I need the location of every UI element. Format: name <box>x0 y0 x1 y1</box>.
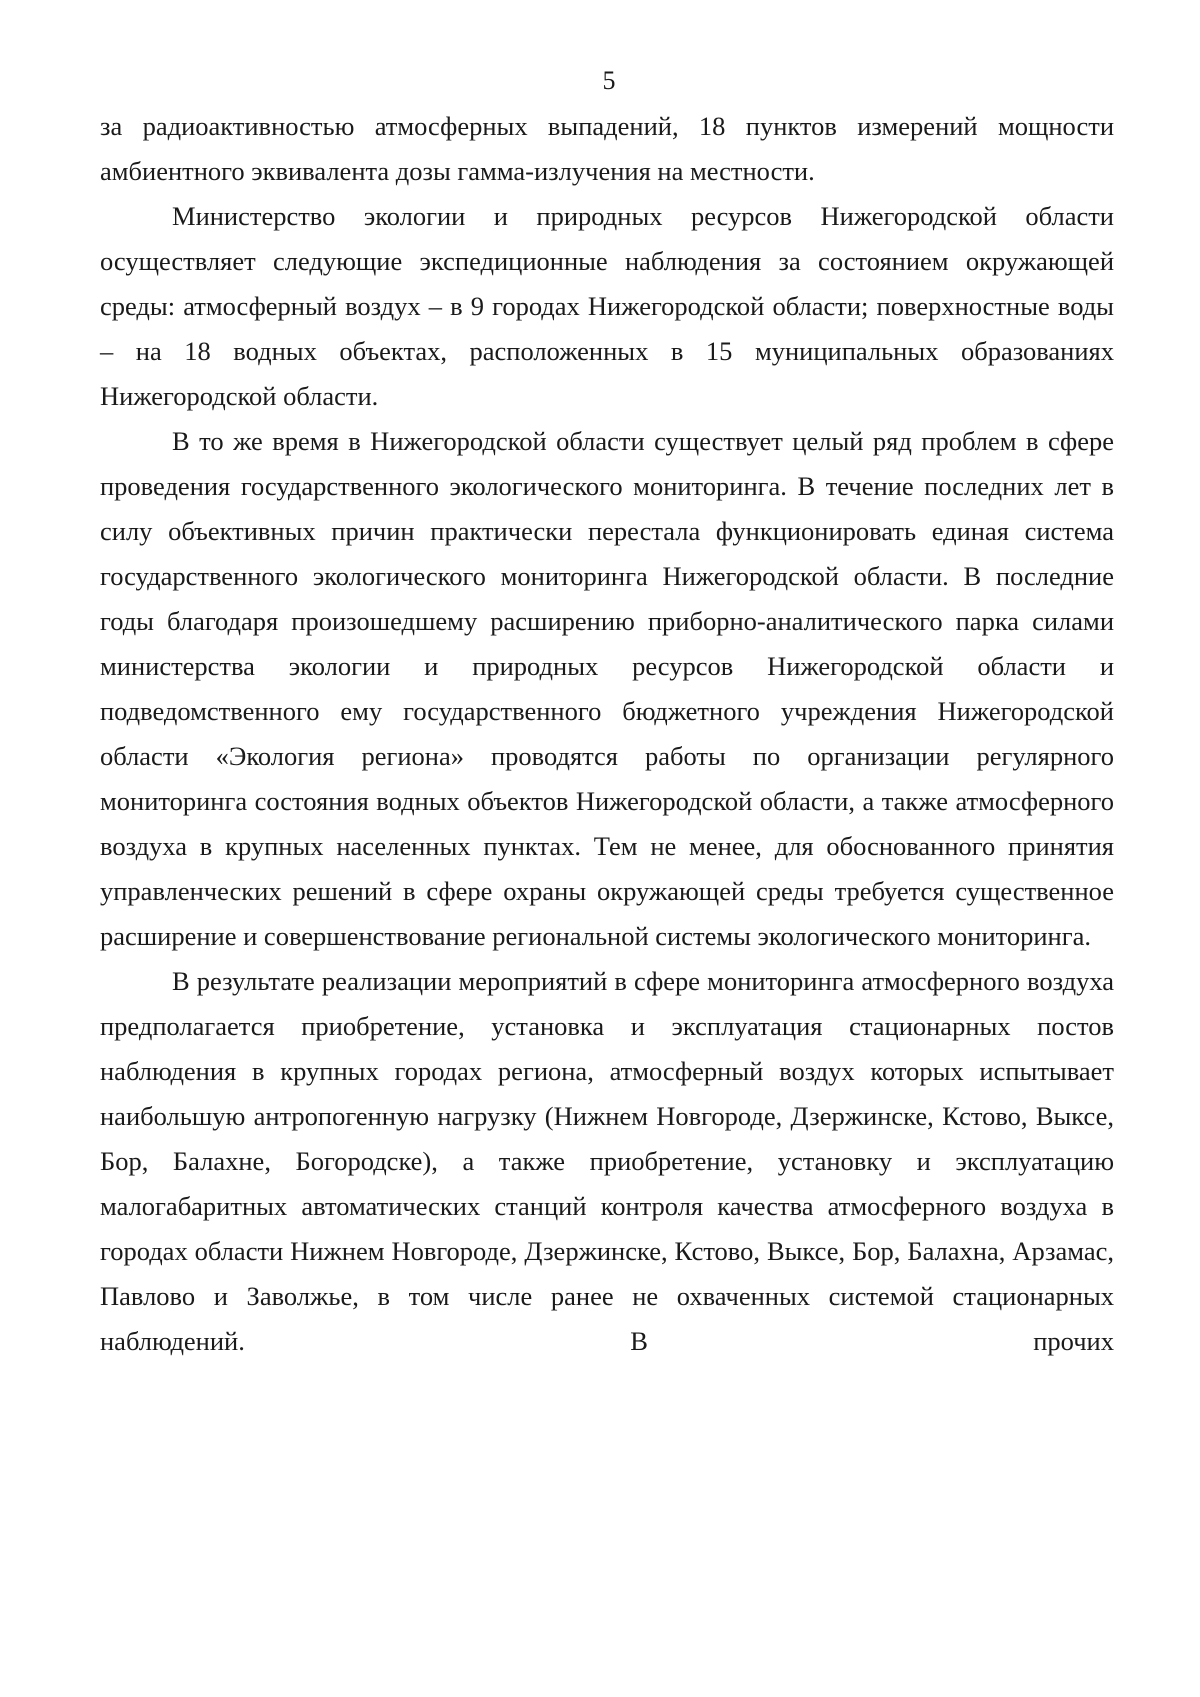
paragraph-ministry-observations: Министерство экологии и природных ресурсов Нижегородской области осуществляет следующие экспедиционные наблюдения за состоянием окружающей среды: атмосферный воздух – в 9 городах Нижегородской области; поверхностные воды – на 18 водных объектах, расположенных в 15 муниципальных образованиях Нижегородской области. <box>100 201 1114 411</box>
page-number: 5 <box>602 66 616 95</box>
paragraph-continued: за радиоактивностью атмосферных выпадений, 18 пунктов измерений мощности амбиентного эквивалента дозы гамма-излучения на местности. <box>100 111 1114 186</box>
document-body <box>100 104 1114 1364</box>
paragraph-air-monitoring-measures: В результате реализации мероприятий в сфере мониторинга атмосферного воздуха предполагается приобретение, установка и эксплуатация стационарных постов наблюдения в крупных городах региона, атмосферный воздух которых испытывает наибольшую антропогенную нагрузку (Нижнем Новгороде, Дзержинске, Кстово, Выксе, Бор, Балахне, Богородске), а также приобретение, установку и эксплуатацию малогабаритных автоматических станций контроля качества атмосферного воздуха в городах области Нижнем Новгороде, Дзержинске, Кстово, Выксе, Бор, Балахна, Арзамас, Павлово и Заволжье, в том числе ранее не охваченных системой стационарных наблюдений. В прочих <box>100 966 1114 1356</box>
paragraph-monitoring-problems: В то же время в Нижегородской области существует целый ряд проблем в сфере проведения государственного экологического мониторинга. В течение последних лет в силу объективных причин практически перестала функционировать единая система государственного экологического мониторинга Нижегородской области. В последние годы благодаря произошедшему расширению приборно-аналитического парка силами министерства экологии и природных ресурсов Нижегородской области и подведомственного ему государственного бюджетного учреждения Нижегородской области «Экология региона» проводятся работы по организации регулярного мониторинга состояния водных объектов Нижегородской области, а также атмосферного воздуха в крупных населенных пунктах. Тем не менее, для обоснованного принятия управленческих решений в сфере охраны окружающей среды требуется существенное расширение и совершенствование региональной системы экологического мониторинга. <box>100 426 1114 951</box>
